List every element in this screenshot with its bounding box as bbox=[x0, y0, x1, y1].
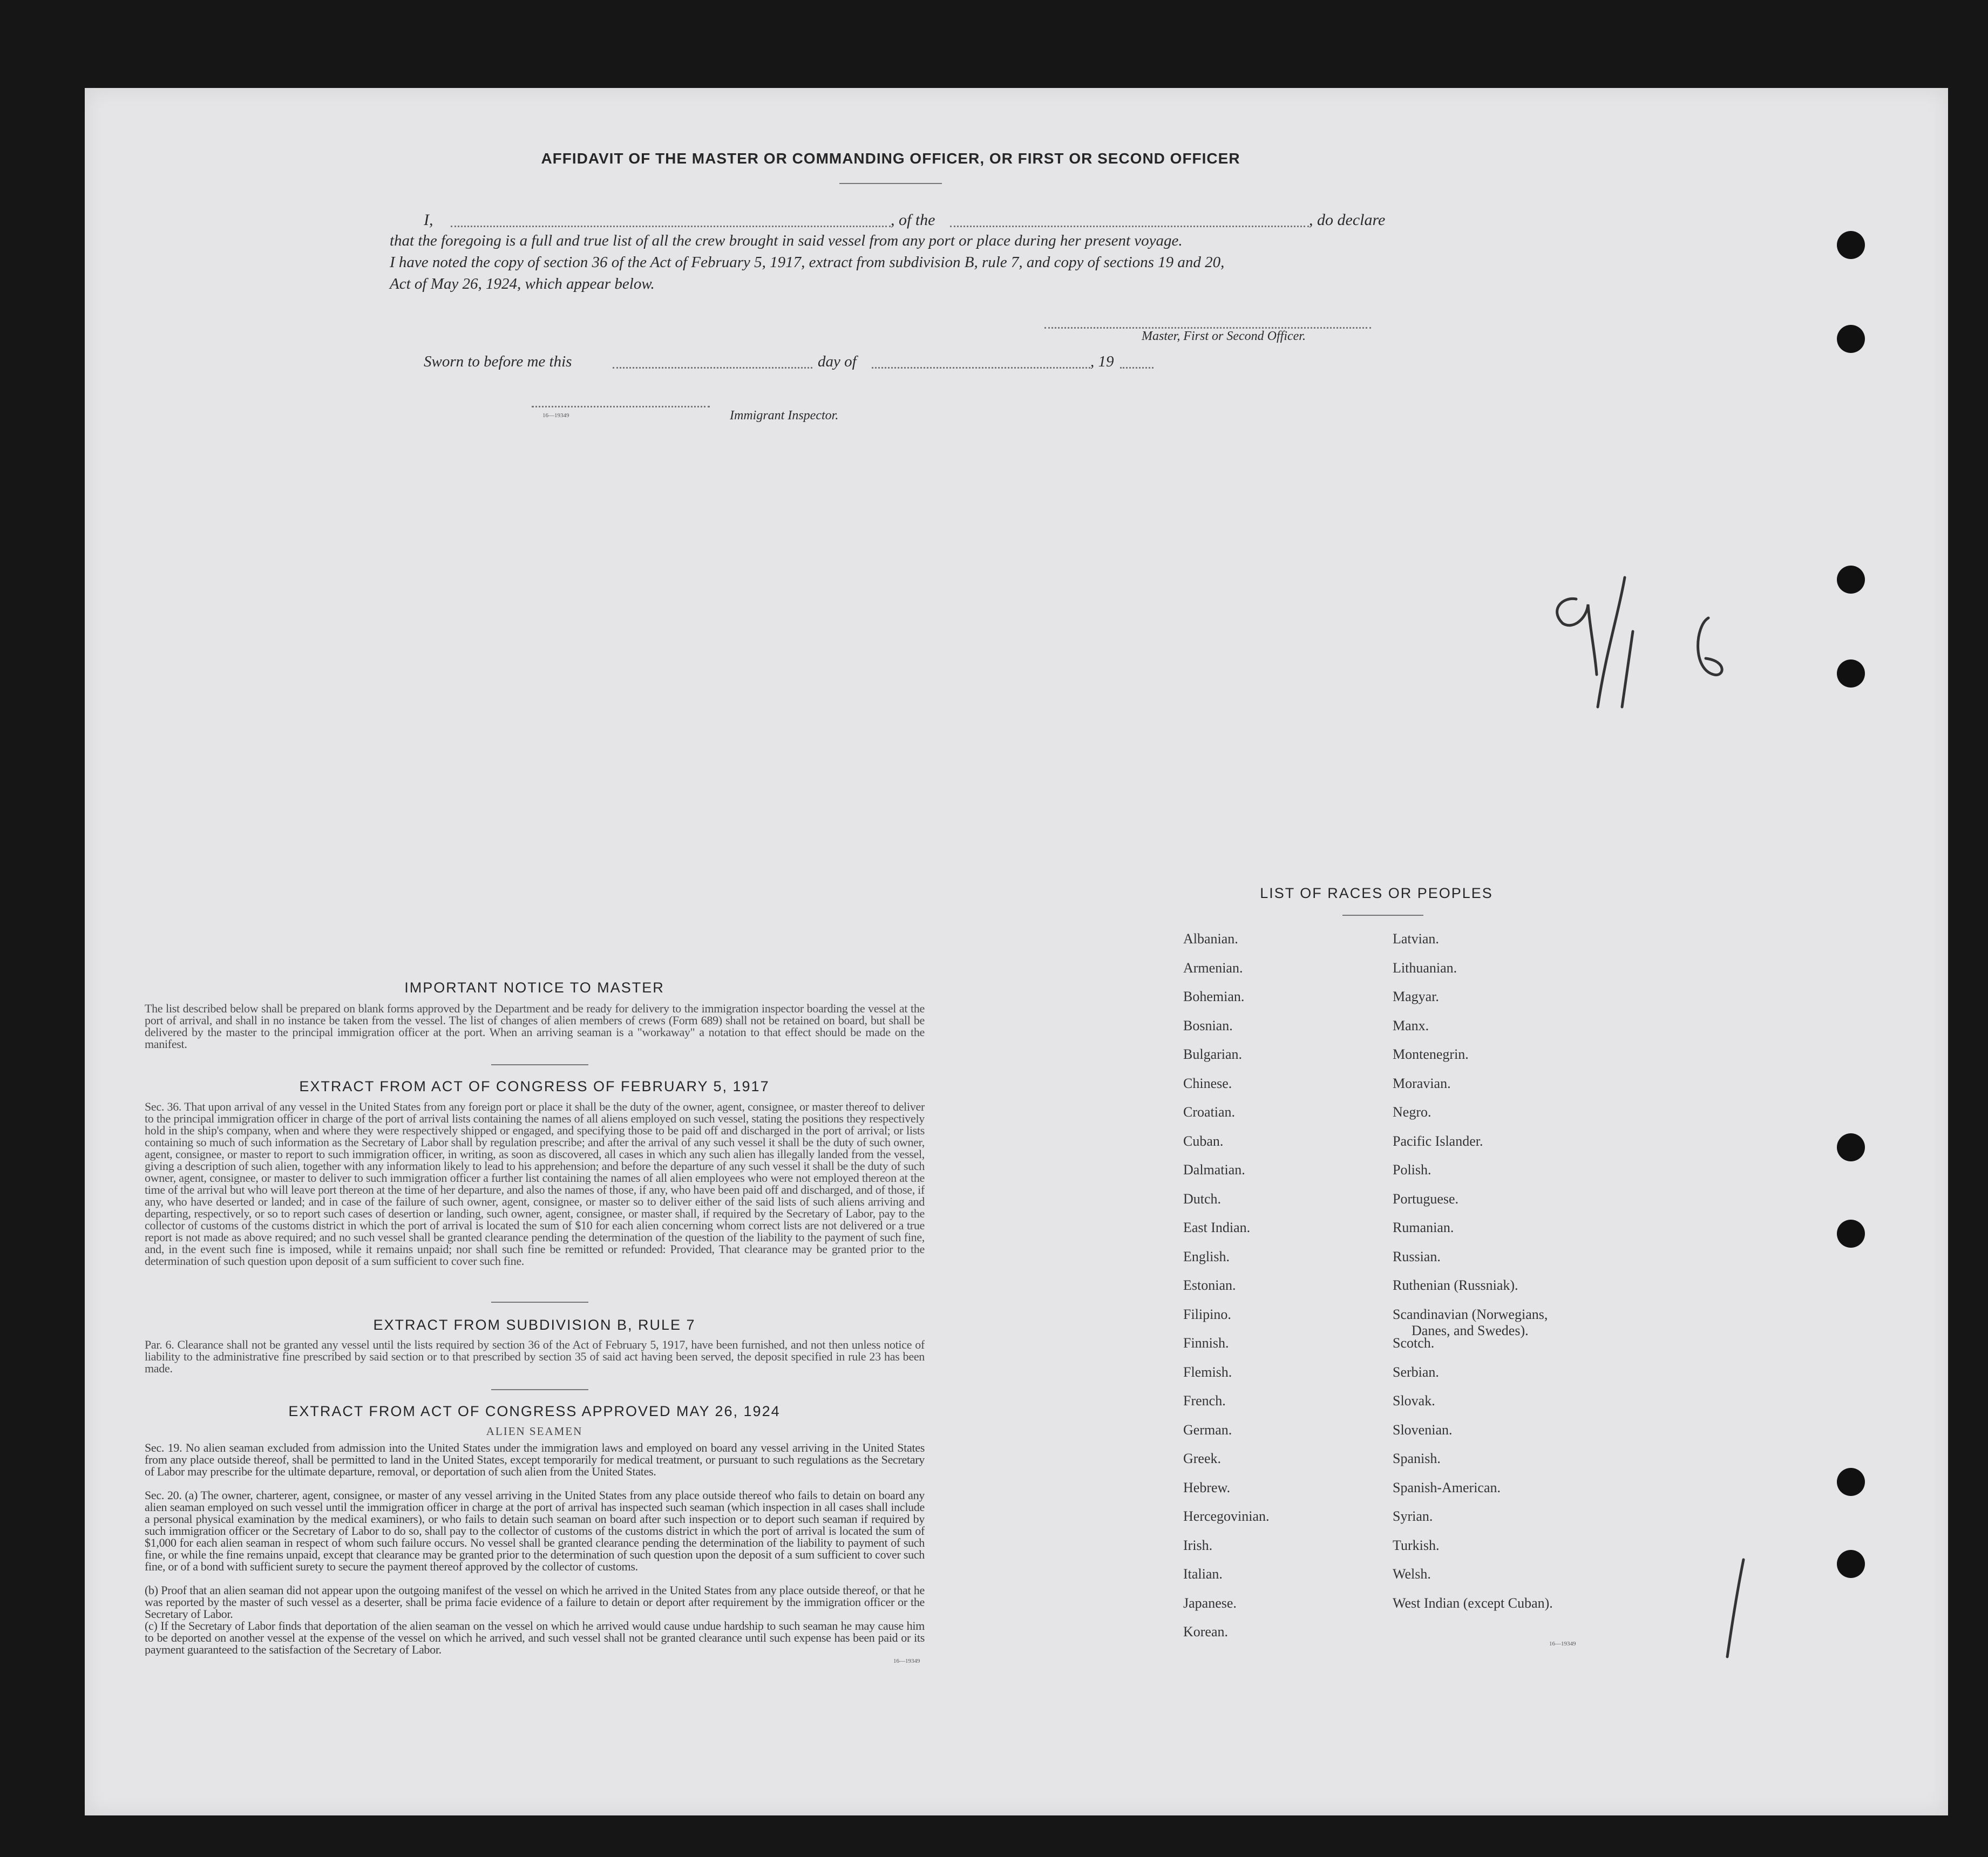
race-left-item: Albanian. bbox=[1183, 931, 1238, 947]
punch-hole-4 bbox=[1837, 659, 1865, 688]
race-left-item: Dutch. bbox=[1183, 1191, 1222, 1207]
punch-hole-1 bbox=[1837, 231, 1865, 259]
race-left-item: Italian. bbox=[1183, 1566, 1223, 1582]
race-right-item: West Indian (except Cuban). bbox=[1393, 1595, 1553, 1611]
sworn-year: , 19 bbox=[1090, 353, 1114, 370]
race-right-item: Rumanian. bbox=[1393, 1220, 1454, 1235]
extract-1924-subtitle: ALIEN SEAMEN bbox=[486, 1425, 583, 1438]
race-right-item: Scandinavian (Norwegians, bbox=[1393, 1306, 1548, 1322]
sworn-year-blank bbox=[1120, 367, 1154, 369]
notice-rule bbox=[491, 1064, 588, 1065]
race-left-item: French. bbox=[1183, 1393, 1226, 1409]
extract-rule7-rule bbox=[491, 1389, 588, 1390]
race-right-item: Serbian. bbox=[1393, 1364, 1439, 1380]
race-left-item: East Indian. bbox=[1183, 1220, 1251, 1235]
race-left-item: Hercegovinian. bbox=[1183, 1508, 1270, 1524]
sworn-day-of: day of bbox=[818, 353, 857, 370]
affidavit-line-4: Act of May 26, 1924, which appear below. bbox=[390, 275, 655, 293]
race-right-item: Spanish-American. bbox=[1393, 1479, 1501, 1495]
extract-1917-rule bbox=[491, 1302, 588, 1303]
race-right-item: Negro. bbox=[1393, 1104, 1431, 1120]
sworn-day-blank bbox=[613, 367, 812, 369]
race-left-item: Greek. bbox=[1183, 1451, 1222, 1466]
affidavit-line-2: that the foregoing is a full and true list of all the crew brought in said vessel from any port or place during her present voyage. bbox=[390, 232, 1183, 249]
race-right-item: Moravian. bbox=[1393, 1075, 1451, 1091]
race-right-item: Slovak. bbox=[1393, 1393, 1435, 1409]
handwritten-mark bbox=[1722, 1554, 1754, 1662]
extract-rule7-title: EXTRACT FROM SUBDIVISION B, RULE 7 bbox=[373, 1317, 696, 1333]
races-title-rule bbox=[1342, 915, 1423, 916]
race-left-item: Chinese. bbox=[1183, 1075, 1232, 1091]
extract-1924-sec20a: Sec. 20. (a) The owner, charterer, agent, consignee, or master of any vessel arriving in the United States from any place outside thereof who fails to detain on board any alien seaman employed on such vessel until the immigration officer in charge at the port of arrival has inspected such seaman (which inspection in all cases shall include a personal physical examination by the medical examiners), or who fails to detain such seaman on board after such inspection or to deport such seaman if required by such immigration officer or the Secretary of Labor to do so, shall pay to the collector of customs of the customs district in which the port of arrival is located the sum of $1,000 for each alien seaman in respect of whom such failure occurs. No vessel shall be granted clearance pending the determination of the liability to payment of such fine, or while the fine remains unpaid, except that clearance may be granted prior to the determination of such question upon the deposit of a sum sufficient to cover such fine, or of a bond with sufficient surety to secure the payment thereof approved by the collector of customs. bbox=[145, 1489, 925, 1573]
race-right-item: Turkish. bbox=[1393, 1537, 1440, 1553]
extract-1924-sec20c: (c) If the Secretary of Labor finds that deportation of the alien seaman on the vessel on which he arrived would cause undue hardship to such seaman he may cause him to be deported on another vessel at the expense of the vessel on which he arrived, and such vessel shall not be granted clearance until such expense has been paid or its payment guaranteed to the satisfaction of the Secretary of Labor. bbox=[145, 1620, 925, 1656]
race-right-item: Ruthenian (Russniak). bbox=[1393, 1277, 1518, 1293]
race-right-item: Polish. bbox=[1393, 1162, 1431, 1178]
affidavit-declare: , do declare bbox=[1309, 211, 1386, 229]
punch-hole-2 bbox=[1837, 325, 1865, 353]
race-right-item: Scotch. bbox=[1393, 1335, 1435, 1351]
extract-1917-title: EXTRACT FROM ACT OF CONGRESS OF FEBRUARY 5, 1917 bbox=[299, 1078, 770, 1094]
race-right-item: Magyar. bbox=[1393, 989, 1439, 1004]
race-right-item: Russian. bbox=[1393, 1248, 1441, 1264]
race-right-item: Slovenian. bbox=[1393, 1421, 1453, 1438]
race-left-item: Croatian. bbox=[1183, 1104, 1236, 1120]
race-left-item: Bosnian. bbox=[1183, 1017, 1233, 1033]
race-left-item: Cuban. bbox=[1183, 1133, 1224, 1149]
race-right-item: Syrian. bbox=[1393, 1508, 1433, 1524]
race-left-item: Dalmatian. bbox=[1183, 1162, 1245, 1178]
affidavit-i: I, bbox=[424, 211, 433, 229]
race-right-item: Lithuanian. bbox=[1393, 960, 1457, 976]
punch-hole-8 bbox=[1837, 1550, 1865, 1578]
race-left-item: English. bbox=[1183, 1248, 1230, 1264]
race-right-item: Welsh. bbox=[1393, 1566, 1431, 1582]
race-left-item: Hebrew. bbox=[1183, 1479, 1231, 1495]
notice-text: The list described below shall be prepared on blank forms approved by the Department and be ready for delivery to the immigration inspector boarding the vessel at the port of arrival, and shall in no instance be taken from the vessel. The list of changes of alien members of crews (Form 689) shall not be retained on board, but shall be delivered by the master to the principal immigration officer at the port. When an arriving seaman is a "workaway" a notation to that effect should be made on the manifest. bbox=[145, 1003, 925, 1051]
race-right-item: Pacific Islander. bbox=[1393, 1133, 1483, 1149]
race-left-item: Bohemian. bbox=[1183, 989, 1245, 1004]
race-right-item: Manx. bbox=[1393, 1017, 1429, 1033]
notice-title: IMPORTANT NOTICE TO MASTER bbox=[404, 979, 664, 996]
inspector-label: Immigrant Inspector. bbox=[730, 409, 839, 423]
master-signature-label: Master, First or Second Officer. bbox=[1142, 329, 1306, 343]
handwritten-notation bbox=[1544, 567, 1749, 729]
race-left-item: Armenian. bbox=[1183, 960, 1243, 976]
sworn-start: Sworn to before me this bbox=[424, 353, 572, 370]
inspector-signature-line bbox=[532, 406, 710, 407]
race-left-item: Estonian. bbox=[1183, 1277, 1236, 1293]
extract-1924-sec19: Sec. 19. No alien seaman excluded from admission into the United States under the immigration laws and employed on board any vessel arriving in the United States from any place outside thereof, shall be permitted to land in the United States, except temporarily for medical treatment, or pursuant to such regulations as the Secretary of Labor may prescribe for the ultimate departure, removal, or deportation of such alien from the United States. bbox=[145, 1442, 925, 1478]
extract-1917-text: Sec. 36. That upon arrival of any vessel in the United States from any foreign port or place it shall be the duty of the owner, agent, consignee, or master thereof to deliver to the principal immigration officer in charge of the port of arrival lists containing the names of all aliens employed on such vessel, stating the positions they respectively hold in the ship's company, when and where they were respectively shipped or engaged, and specifying those to be paid off and discharged in the port of arrival; or lists containing so much of such information as the Secretary of Labor shall by regulation prescribe; and after the arrival of any such vessel it shall be the duty of such owner, agent, consignee, or master to report to such immigration officer, in writing, as soon as discovered, all cases in which any such alien has illegally landed from the vessel, giving a description of such alien, together with any information likely to lead to his apprehension; and before the departure of any such vessel it shall be the duty of such owner, agent, consignee, or master to deliver to such immigration officer a further list containing the names of all alien employees who were not employed thereon at the time of the arrival but who will leave port thereon at the time of her departure, and also the names of those, if any, who have been paid off and discharged, and of those, if any, who have deserted or landed; and in case of the failure of such owner, agent, consignee, or master so to deliver either of the said lists of such aliens arriving and departing, respectively, or so to report such cases of desertion or landing, such owner, agent, consignee, or master shall, if required by the Secretary of Labor, pay to the collector of customs of the customs district in which the port of arrival is located the sum of $10 for each alien concerning whom correct lists are not delivered or a true report is not made as above required; and no such vessel shall be granted clearance pending the determination of the question of the liability to the payment of such fine, and, in the event such fine is imposed, while it remains unpaid; nor shall such fine be remitted or refunded: Provided, That clearance may be granted prior to the determination of such question upon deposit of a sum sufficient to cover such fine. bbox=[145, 1101, 925, 1268]
race-right-item: Danes, and Swedes). bbox=[1412, 1322, 1529, 1338]
affidavit-line-3: I have noted the copy of section 36 of the Act of February 5, 1917, extract from subdivision B, rule 7, and copy of sections 19 and 20, bbox=[390, 254, 1225, 271]
races-form-number: 16—19349 bbox=[1549, 1641, 1576, 1647]
master-signature-line bbox=[1044, 327, 1371, 329]
race-left-item: Irish. bbox=[1183, 1537, 1213, 1553]
inspector-form-number: 16—19349 bbox=[542, 412, 569, 419]
race-left-item: Finnish. bbox=[1183, 1335, 1229, 1351]
affidavit-title: AFFIDAVIT OF THE MASTER OR COMMANDING OFFICER, OR FIRST OR SECOND OFFICER bbox=[541, 150, 1240, 167]
extract-1924-title: EXTRACT FROM ACT OF CONGRESS APPROVED MAY 26, 1924 bbox=[288, 1403, 781, 1419]
race-left-item: Flemish. bbox=[1183, 1364, 1232, 1380]
race-right-item: Spanish. bbox=[1393, 1451, 1441, 1466]
extract-1924-sec20b: (b) Proof that an alien seaman did not appear upon the outgoing manifest of the vessel on which he arrived in the United States from any place outside thereof, or that he was reported by the master of such vessel as a deserter, shall be prima facie evidence of a failure to detain or deport after requirement by the immigration officer or the Secretary of Labor. bbox=[145, 1584, 925, 1620]
race-left-item: German. bbox=[1183, 1421, 1232, 1438]
punch-hole-5 bbox=[1837, 1133, 1865, 1161]
punch-hole-7 bbox=[1837, 1468, 1865, 1496]
race-left-item: Bulgarian. bbox=[1183, 1046, 1243, 1062]
race-right-item: Montenegrin. bbox=[1393, 1046, 1469, 1062]
vessel-name-blank bbox=[950, 226, 1309, 227]
races-title: LIST OF RACES OR PEOPLES bbox=[1260, 885, 1493, 901]
punch-hole-3 bbox=[1837, 566, 1865, 594]
race-left-item: Japanese. bbox=[1183, 1595, 1237, 1611]
punch-hole-6 bbox=[1837, 1220, 1865, 1248]
race-left-item: Filipino. bbox=[1183, 1306, 1231, 1322]
extract-rule7-text: Par. 6. Clearance shall not be granted any vessel until the lists required by section 36 of the Act of February 5, 1917, have been furnished, and not then unless notice of liability to the administrative fine prescribed by said section or to that prescribed by section 35 of said act having been served, the deposit specified in rule 23 has been made. bbox=[145, 1339, 925, 1375]
sworn-month-blank bbox=[872, 367, 1090, 369]
race-right-item: Latvian. bbox=[1393, 931, 1439, 947]
extract-1924-form-number: 16—19349 bbox=[893, 1658, 920, 1664]
declarant-name-blank bbox=[451, 226, 891, 227]
affidavit-title-rule bbox=[839, 183, 942, 184]
affidavit-of-the: , of the bbox=[891, 211, 935, 229]
race-left-item: Korean. bbox=[1183, 1624, 1229, 1640]
race-right-item: Portuguese. bbox=[1393, 1191, 1459, 1207]
